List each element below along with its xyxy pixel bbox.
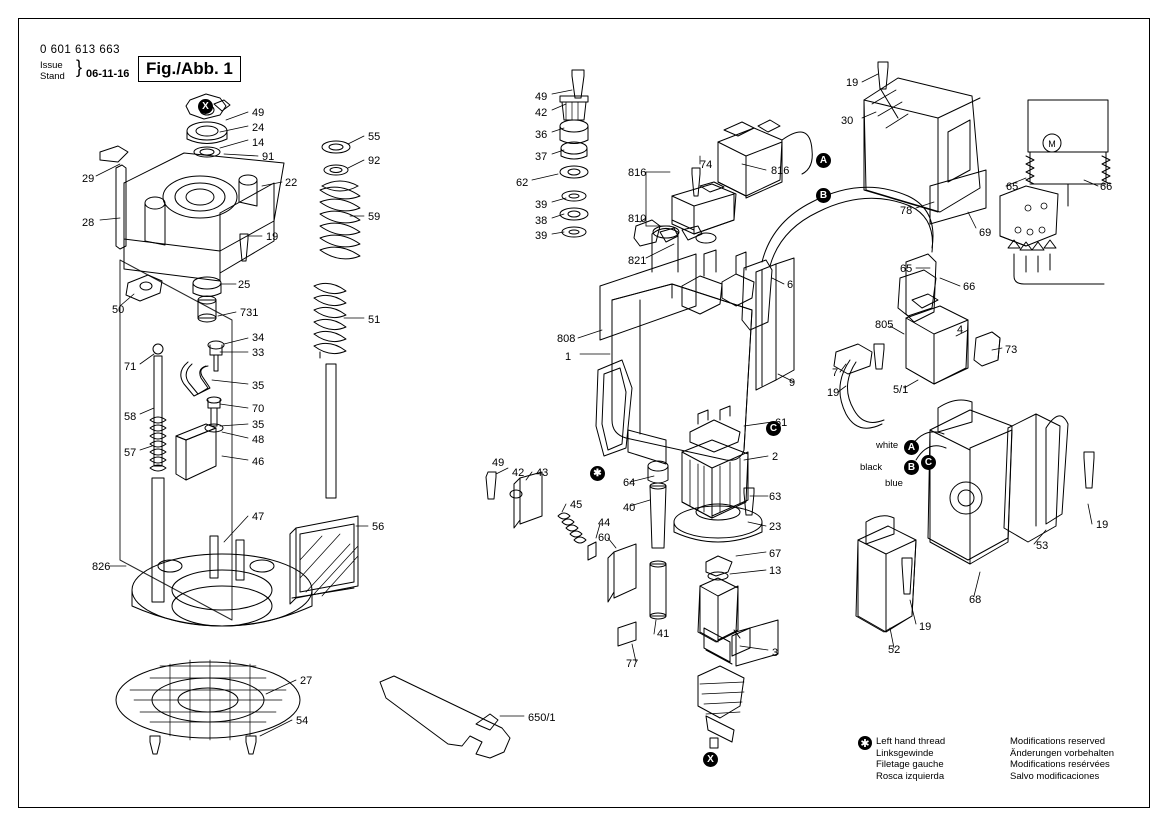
- callout-number: 816: [771, 165, 790, 177]
- callout-number: 19: [266, 231, 279, 243]
- callout-number: 57: [124, 447, 137, 459]
- callout-number: 66: [963, 281, 976, 293]
- callout-number: 821: [628, 255, 647, 267]
- callout-number: 9: [789, 377, 796, 389]
- callout-number: 37: [535, 151, 548, 163]
- callout-number: 67: [769, 548, 782, 560]
- callout-number: 34: [252, 332, 265, 344]
- callout-number: 29: [82, 173, 95, 185]
- callout-number: 42: [535, 107, 548, 119]
- callout-number: 19: [919, 621, 932, 633]
- svg-text:M: M: [1048, 139, 1056, 149]
- issue-stand-labels: [40, 60, 65, 82]
- issue-label: Issue: [40, 60, 63, 71]
- callout-number: 45: [570, 499, 583, 511]
- legend-column-right: [1010, 736, 1150, 782]
- callout-number: 27: [300, 675, 313, 687]
- callout-number: 59: [368, 211, 381, 223]
- callout-number: 46: [252, 456, 265, 468]
- marker-x-bottom: X: [703, 752, 718, 767]
- callout-number: 58: [124, 411, 137, 423]
- callout-number: 24: [252, 122, 265, 134]
- callout-number: 22: [285, 177, 298, 189]
- legend-left-0: Left hand thread: [876, 736, 946, 747]
- callout-number: 33: [252, 347, 265, 359]
- callout-number: 39: [535, 230, 548, 242]
- callout-number: 13: [769, 565, 782, 577]
- callout-number: 6: [787, 279, 794, 291]
- wire-color-black: black: [860, 462, 883, 473]
- callout-number: 48: [252, 434, 265, 446]
- callout-number: 62: [516, 177, 529, 189]
- callout-number: 65: [1006, 181, 1019, 193]
- callout-number: 4: [957, 324, 964, 336]
- legend-right-1: Änderungen vorbehalten: [1010, 747, 1115, 759]
- callout-number: 71: [124, 361, 137, 373]
- callout-number: 650/1: [528, 712, 556, 724]
- callout-number: 63: [769, 491, 782, 503]
- callout-number: 39: [535, 199, 548, 211]
- callout-number: 30: [841, 115, 854, 127]
- callout-number: 49: [492, 457, 505, 469]
- callout-number: 74: [700, 159, 713, 171]
- callout-number: 816: [628, 167, 647, 179]
- marker-left-hand-thread: ✱: [590, 466, 605, 481]
- callout-number: 52: [888, 644, 901, 656]
- legend-right-0: Modifications reserved: [1010, 736, 1106, 747]
- callout-number: 25: [238, 279, 251, 291]
- callout-number: 49: [252, 107, 265, 119]
- marker-c: C: [766, 421, 781, 436]
- legend-left-2: Filetage gauche: [876, 759, 944, 770]
- callout-number: 40: [623, 502, 636, 514]
- callout-number: 70: [252, 403, 265, 415]
- callout-number: 64: [623, 477, 636, 489]
- callout-number: 23: [769, 521, 782, 533]
- issue-date: 06-11-16: [86, 68, 130, 80]
- callout-number: 35: [252, 380, 265, 392]
- callout-number: 69: [979, 227, 992, 239]
- callout-number: 51: [368, 314, 381, 326]
- figure-label: Fig./Abb. 1: [138, 56, 241, 82]
- callout-number: 92: [368, 155, 381, 167]
- callout-number: 19: [827, 387, 840, 399]
- legend-right-2: Modifications resérvées: [1010, 759, 1110, 770]
- callout-number: 36: [535, 129, 548, 141]
- callout-number: 44: [598, 517, 611, 529]
- marker-x-top: X: [198, 99, 213, 114]
- legend-left-1: Linksgewinde: [876, 747, 934, 759]
- callout-number: 810: [628, 213, 647, 225]
- wire-marker-b: B: [904, 460, 919, 475]
- wire-color-white: white: [876, 440, 899, 451]
- callout-number: 56: [372, 521, 385, 533]
- callout-number: 19: [1096, 519, 1109, 531]
- callout-number: 731: [240, 307, 259, 319]
- callout-number: 73: [1005, 344, 1018, 356]
- callout-number: 54: [296, 715, 309, 727]
- callout-number: 3: [772, 647, 779, 659]
- legend-left-3: Rosca izquierda: [876, 770, 945, 782]
- part-number: 0 601 613 663: [40, 44, 121, 56]
- callout-number: 42: [512, 467, 525, 479]
- callout-number: 60: [598, 532, 611, 544]
- callout-number: 38: [535, 215, 548, 227]
- callout-number: 61: [775, 417, 788, 429]
- left-hand-thread-icon: [858, 736, 872, 754]
- marker-a: A: [816, 153, 831, 168]
- callout-number: 808: [557, 333, 576, 345]
- callout-number: 77: [626, 658, 639, 670]
- legend-column-left: [876, 736, 986, 782]
- page-border: [18, 18, 1150, 808]
- callout-number: 35: [252, 419, 265, 431]
- callout-number: 68: [969, 594, 982, 606]
- svg-text:✱: ✱: [860, 738, 870, 750]
- callout-number: 5/1: [893, 384, 909, 396]
- callout-number: 19: [846, 77, 859, 89]
- callout-number: 41: [657, 628, 670, 640]
- legend-right-3: Salvo modificaciones: [1010, 770, 1100, 782]
- callout-number: 66: [1100, 181, 1113, 193]
- brace-glyph: }: [76, 57, 83, 77]
- callout-number: 14: [252, 137, 265, 149]
- stand-label: Stand: [40, 71, 65, 82]
- callout-number: 78: [900, 205, 913, 217]
- callout-number: 43: [536, 467, 549, 479]
- callout-number: 47: [252, 511, 265, 523]
- callout-number: 2: [772, 451, 779, 463]
- callout-number: 826: [92, 561, 111, 573]
- callout-number: 50: [112, 304, 125, 316]
- wire-color-blue: blue: [885, 478, 903, 489]
- wire-marker-c: C: [921, 455, 936, 470]
- callout-number: 49: [535, 91, 548, 103]
- callout-number: 7: [832, 367, 839, 379]
- callout-number: 805: [875, 319, 894, 331]
- callout-number: 53: [1036, 540, 1049, 552]
- callout-number: 1: [565, 351, 572, 363]
- callout-number: 55: [368, 131, 381, 143]
- callout-number: 28: [82, 217, 95, 229]
- wire-marker-a: A: [904, 440, 919, 455]
- marker-b: B: [816, 188, 831, 203]
- callout-number: 91: [262, 151, 275, 163]
- callout-number: 65: [900, 263, 913, 275]
